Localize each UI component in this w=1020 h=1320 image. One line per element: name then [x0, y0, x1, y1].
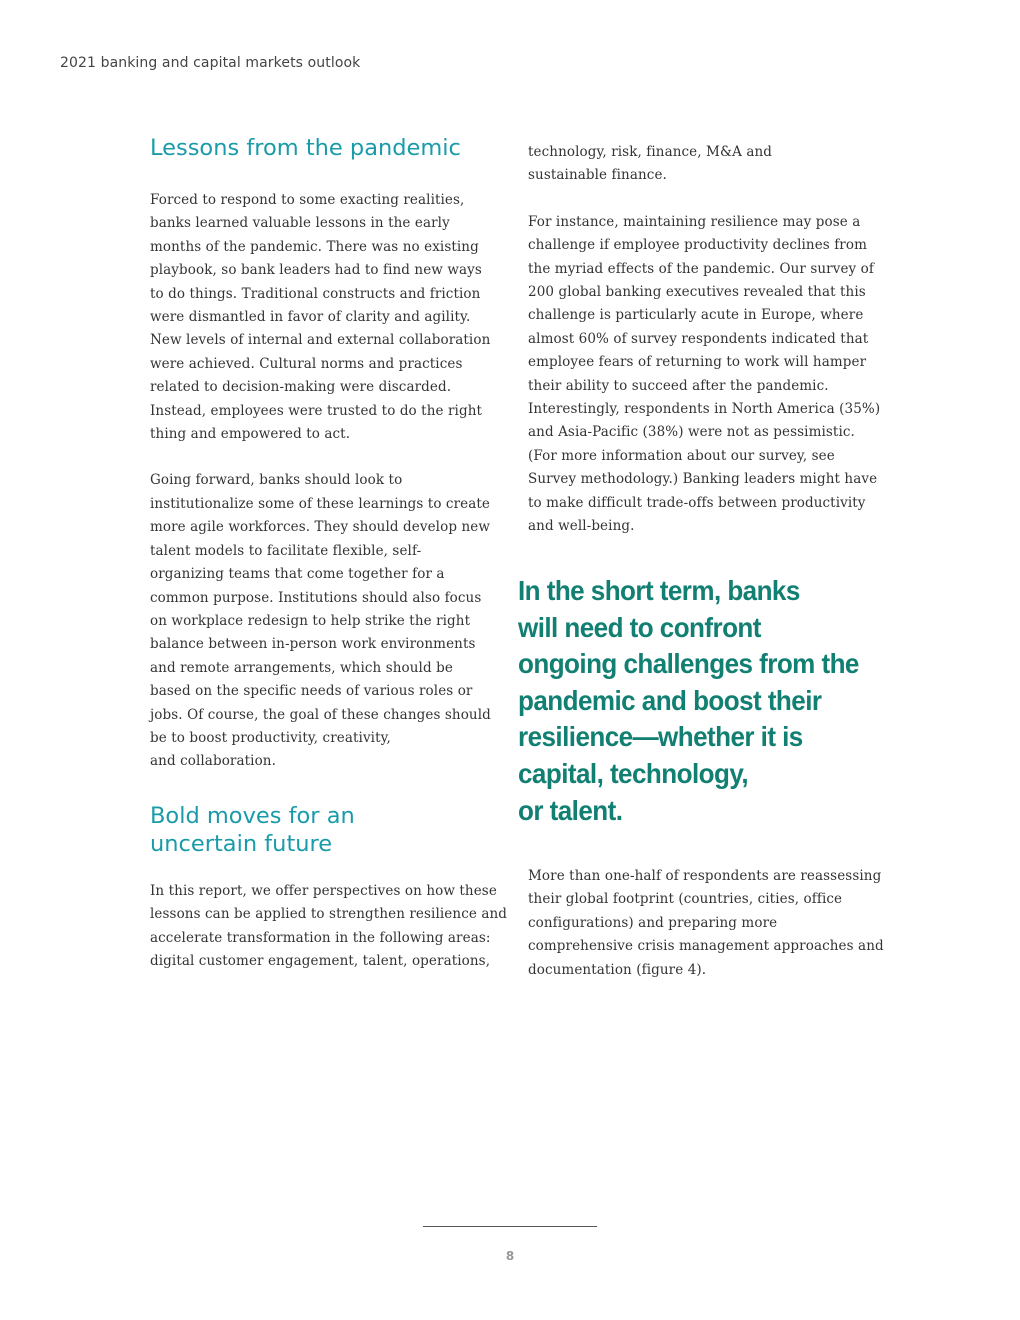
text-line: related to decision-making were discarded. [150, 379, 452, 396]
pull-quote-line: In the short term, banks [518, 575, 800, 606]
paragraph-in-this-report [150, 880, 508, 974]
heading-line: Bold moves for an [150, 802, 355, 829]
text-line: and collaboration. [150, 753, 276, 770]
text-line: be to boost productivity, creativity, [150, 729, 391, 746]
paragraph-going-forward [150, 469, 495, 773]
text-line: and remote arrangements, which should be [150, 659, 453, 676]
text-line: thing and empowered to act. [150, 426, 351, 443]
text-line: challenge if employee productivity declines from [528, 237, 867, 254]
text-line: to do things. Traditional constructs and friction [150, 285, 481, 302]
text-line: on workplace redesign to help strike the right [150, 612, 471, 629]
text-line: sustainable finance. [528, 167, 667, 184]
text-line: jobs. Of course, the goal of these changes should [150, 706, 491, 723]
page-number: 8 [505, 1249, 515, 1263]
text-line: configurations) and preparing more [528, 914, 778, 931]
pull-quote-line: pandemic and boost their [518, 684, 822, 716]
text-line: common purpose. Institutions should also focus [150, 589, 482, 606]
paragraph-continued [528, 141, 873, 188]
text-line: their global footprint (countries, cities, office [528, 891, 843, 908]
right-column [528, 141, 881, 539]
text-line: Instead, employees were trusted to do the right [150, 402, 483, 419]
text-line: almost 60% of survey respondents indicated that [528, 330, 869, 347]
paragraph-for-instance [528, 211, 881, 539]
text-line: the myriad effects of the pandemic. Our survey of [528, 260, 874, 277]
text-line: Forced to respond to some exacting realities, [150, 192, 465, 208]
text-line: technology, risk, finance, M&A and [528, 144, 773, 160]
pull-quote-line: or talent. [518, 794, 623, 826]
text-line: institutionalize some of these learnings to create [150, 495, 491, 512]
text-line: accelerate transformation in the following areas: [150, 929, 491, 946]
right-column-bottom [528, 865, 884, 982]
text-line: and well-being. [528, 518, 635, 535]
text-line: For instance, maintaining resilience may pose a [528, 213, 861, 230]
text-line: to make difficult trade-offs between productivity [528, 494, 866, 511]
text-line: Interestingly, respondents in North America (35%) [528, 401, 881, 418]
pull-quote-line: will need to confront [518, 611, 761, 643]
text-line: employee fears of returning to work will hamper [528, 354, 867, 371]
text-line: challenge is particularly acute in Europe, where [528, 307, 864, 324]
text-line: based on the specific needs of various roles or [150, 683, 473, 700]
section-heading-bold-moves [150, 802, 495, 858]
section-heading-lessons: Lessons from the pandemic [150, 135, 461, 161]
text-line: In this report, we offer perspectives on how these [150, 882, 497, 899]
text-line: (For more information about our survey, see [528, 447, 835, 464]
text-line: comprehensive crisis management approaches and [528, 938, 884, 955]
paragraph-lessons [150, 189, 495, 446]
text-line: and Asia-Pacific (38%) were not as pessimistic. [528, 424, 855, 441]
footer-divider [423, 1226, 597, 1227]
text-line: digital customer engagement, talent, operations, [150, 952, 491, 969]
text-line: organizing teams that come together for a [150, 566, 445, 583]
text-line: balance between in-person work environments [150, 636, 476, 653]
text-line: were achieved. Cultural norms and practices [150, 355, 463, 372]
pull-quote-line: ongoing challenges from the [518, 648, 859, 680]
left-column [150, 134, 508, 973]
text-line: months of the pandemic. There was no existing [150, 238, 479, 255]
text-line: their ability to succeed after the pandemic. [528, 377, 829, 394]
pull-quote-line: resilience—whether it is [518, 721, 803, 753]
text-line: documentation (figure 4). [528, 961, 707, 978]
text-line: banks learned valuable lessons in the early [150, 215, 450, 232]
pull-quote [518, 573, 862, 829]
paragraph-more-than-half [528, 865, 884, 982]
text-line: More than one-half of respondents are reassessing [528, 868, 882, 884]
running-header: 2021 banking and capital markets outlook [60, 55, 361, 71]
text-line: more agile workforces. They should develop new [150, 519, 490, 536]
text-line: talent models to facilitate flexible, self- [150, 542, 422, 559]
pull-quote-line: capital, technology, [518, 757, 749, 789]
text-line: Survey methodology.) Banking leaders might have [528, 471, 878, 488]
text-line: were dismantled in favor of clarity and agility. [150, 309, 471, 326]
text-line: playbook, so bank leaders had to find new ways [150, 262, 482, 279]
text-line: New levels of internal and external collaboration [150, 332, 491, 349]
text-line: 200 global banking executives revealed that this [528, 284, 866, 301]
text-line: lessons can be applied to strengthen resilience and [150, 906, 508, 923]
text-line: Going forward, banks should look to [150, 472, 403, 489]
heading-line: uncertain future [150, 830, 333, 857]
